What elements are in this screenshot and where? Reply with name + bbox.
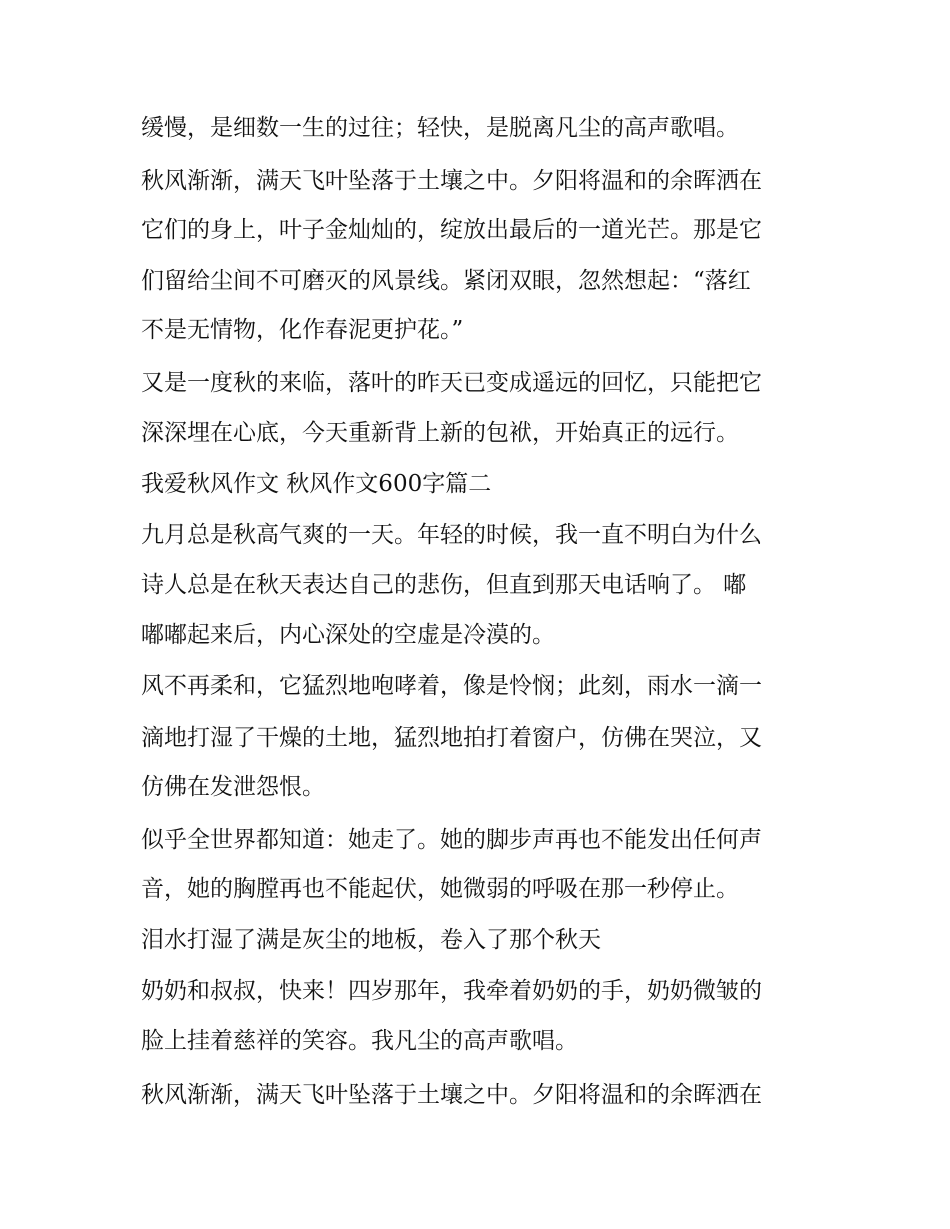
text-line: 们留给尘间不可磨灭的风景线。紧闭双眼，忽然想起：“落红 xyxy=(141,268,751,294)
text-line: 奶奶和叔叔，快来！四岁那年，我牵着奶奶的手，奶奶微皱的 xyxy=(141,978,762,1004)
text-line: 九月总是秋高气爽的一天。年轻的时候，我一直不明白为什么 xyxy=(141,522,762,548)
text-line: 仿佛在发泄怨恨。 xyxy=(141,774,325,800)
text-line: 不是无情物，化作春泥更护花。” xyxy=(141,317,464,343)
text-line: 音，她的胸膛再也不能起伏，她微弱的呼吸在那一秒停止。 xyxy=(141,876,739,902)
text-line: 又是一度秋的来临，落叶的昨天已变成遥远的回忆，只能把它 xyxy=(141,370,762,396)
text-line: 脸上挂着慈祥的笑容。我凡尘的高声歌唱。 xyxy=(141,1028,578,1054)
text-line: 深深埋在心底，今天重新背上新的包袱，开始真正的远行。 xyxy=(141,420,739,446)
text-line: 嘟嘟起来后，内心深处的空虚是冷漠的。 xyxy=(141,622,555,648)
text-line: 泪水打湿了满是灰尘的地板，卷入了那个秋天 xyxy=(141,927,601,953)
text-line: 秋风渐渐，满天飞叶坠落于土壤之中。夕阳将温和的余晖洒在 xyxy=(141,1082,762,1108)
text-line: 滴地打湿了干燥的土地，猛烈地拍打着窗户，仿佛在哭泣，又 xyxy=(141,725,762,751)
section-heading: 我爱秋风作文 秋风作文600字篇二 xyxy=(141,471,492,497)
text-line: 似乎全世界都知道：她走了。她的脚步声再也不能发出任何声 xyxy=(141,827,762,853)
text-line: 诗人总是在秋天表达自己的悲伤，但直到那天电话响了。 嘟 xyxy=(141,572,747,598)
text-line: 缓慢，是细数一生的过往；轻快，是脱离凡尘的高声歌唱。 xyxy=(141,115,739,141)
text-line: 秋风渐渐，满天飞叶坠落于土壤之中。夕阳将温和的余晖洒在 xyxy=(141,168,762,194)
text-line: 风不再柔和，它猛烈地咆哮着，像是怜悯；此刻，雨水一滴一 xyxy=(141,673,762,699)
text-line: 它们的身上，叶子金灿灿的，绽放出最后的一道光芒。那是它 xyxy=(141,217,762,243)
